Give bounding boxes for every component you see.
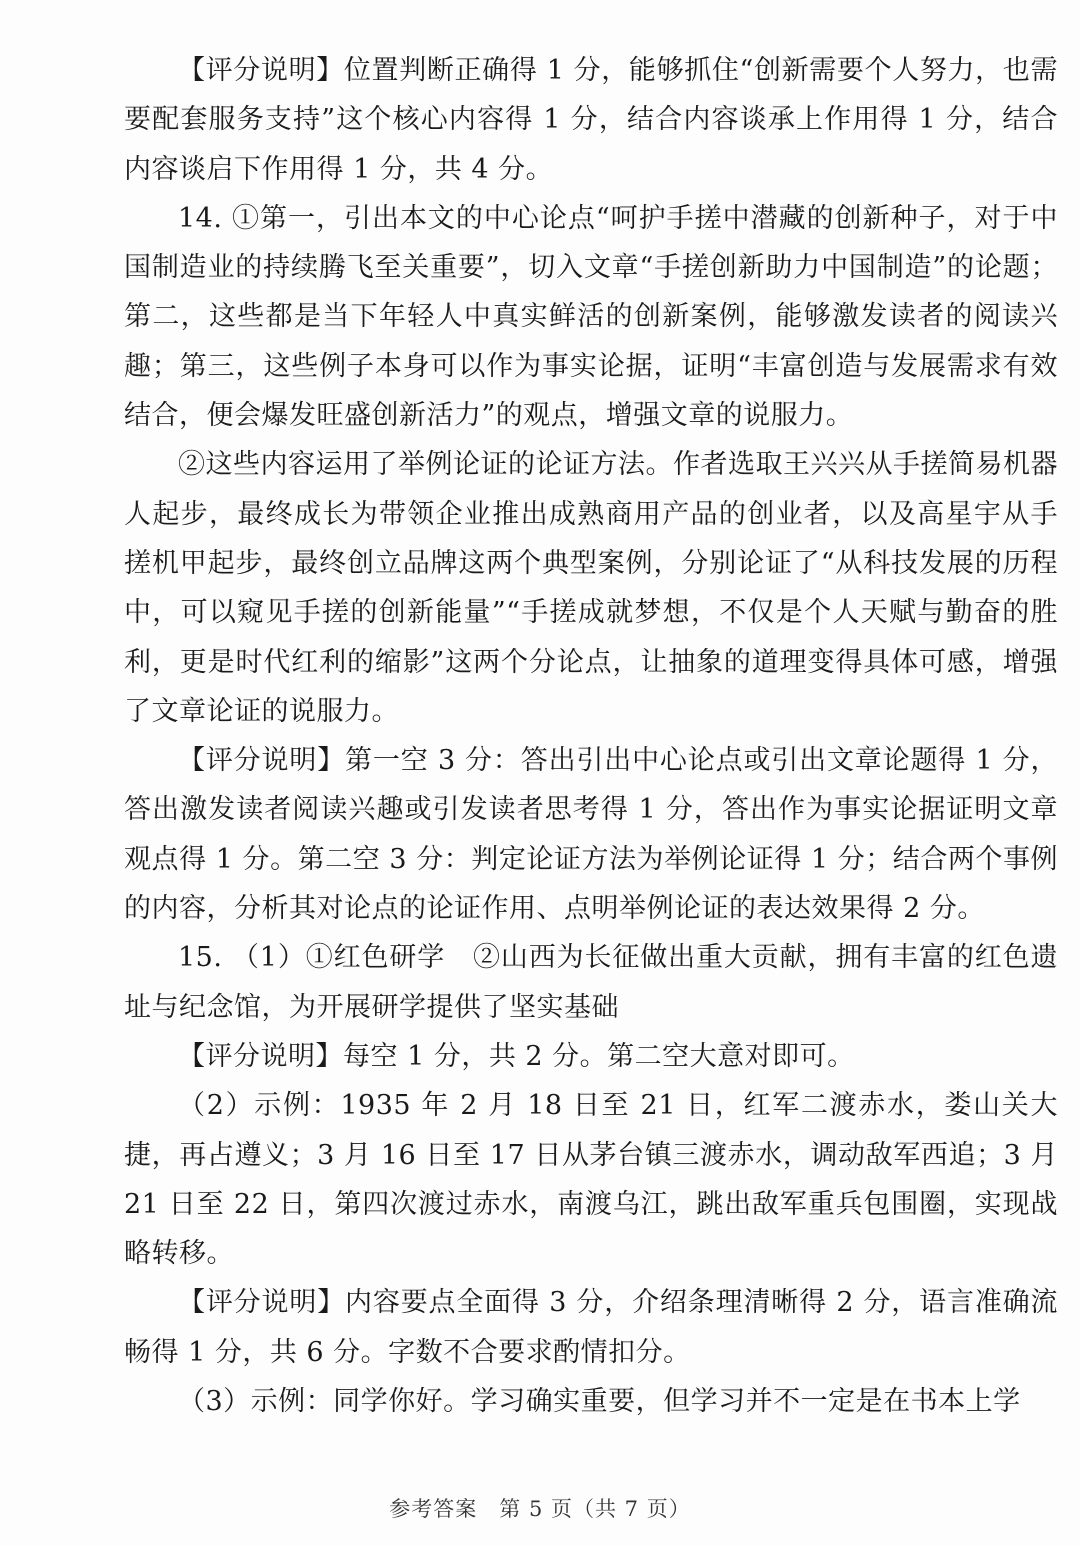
answer-content xyxy=(124,46,1058,1426)
answer-14-part1: 14. ①第一，引出本文的中心论点“呵护手搓中潜藏的创新种子，对于中国制造业的持续腾飞至关重要”，切入文章“手搓创新助力中国制造”的论题；第二，这些都是当下年轻人中真实鲜活的创新案例，能够激发读者的阅读兴趣；第三，这些例子本身可以作为事实论据，证明“丰富创造与发展需求有效结合，便会爆发旺盛创新活力”的观点，增强文章的说服力。 xyxy=(124,202,1058,432)
answer-15-1: 15. （1）①红色研学 ②山西为长征做出重大贡献，拥有丰富的红色遗址与纪念馆，为开展研学提供了坚实基础 xyxy=(124,942,1058,1023)
answer-14-part2: ②这些内容运用了举例论证的论证方法。作者选取王兴兴从手搓简易机器人起步，最终成长为带领企业推出成熟商用产品的创业者，以及高星宇从手搓机甲起步，最终创立品牌这两个典型案例，分别论证了“从科技发展的历程中，可以窥见手搓的创新能量”“手搓成就梦想，不仅是个人天赋与勤奋的胜利，更是时代红利的缩影”这两个分论点，让抽象的道理变得具体可感，增强了文章论证的说服力。 xyxy=(124,449,1058,727)
scoring-note-15-1: 【评分说明】每空 1 分，共 2 分。第二空大意对即可。 xyxy=(178,1040,855,1072)
scoring-note-13: 【评分说明】位置判断正确得 1 分，能够抓住“创新需要个人努力，也需要配套服务支持”这个核心内容得 1 分，结合内容谈承上作用得 1 分，结合内容谈启下作用得 1 分，共 4 分。 xyxy=(124,55,1058,185)
page-footer: 参考答案 第 5 页（共 7 页） xyxy=(389,1497,691,1521)
scoring-note-14: 【评分说明】第一空 3 分：答出引出中心论点或引出文章论题得 1 分，答出激发读者阅读兴趣或引发读者思考得 1 分，答出作为事实论据证明文章观点得 1 分。第二空 3 分：判定论证方法为举例论证得 1 分；结合两个事例的内容，分析其对论点的论证作用、点明举例论证的表达效果得 2 分。 xyxy=(124,745,1058,925)
answer-15-3: （3）示例：同学你好。学习确实重要，但学习并不一定是在书本上学 xyxy=(178,1386,1021,1418)
answer-15-2: （2）示例：1935 年 2 月 18 日至 21 日，红军二渡赤水，娄山关大捷，再占遵义；3 月 16 日至 17 日从茅台镇三渡赤水，调动敌军西追；3 月 21 日至 22 日，第四次渡过赤水，南渡乌江，跳出敌军重兵包围圈，实现战略转移。 xyxy=(124,1090,1058,1270)
scoring-note-15-2: 【评分说明】内容要点全面得 3 分，介绍条理清晰得 2 分，语言准确流畅得 1 分，共 6 分。字数不合要求酌情扣分。 xyxy=(124,1287,1058,1368)
